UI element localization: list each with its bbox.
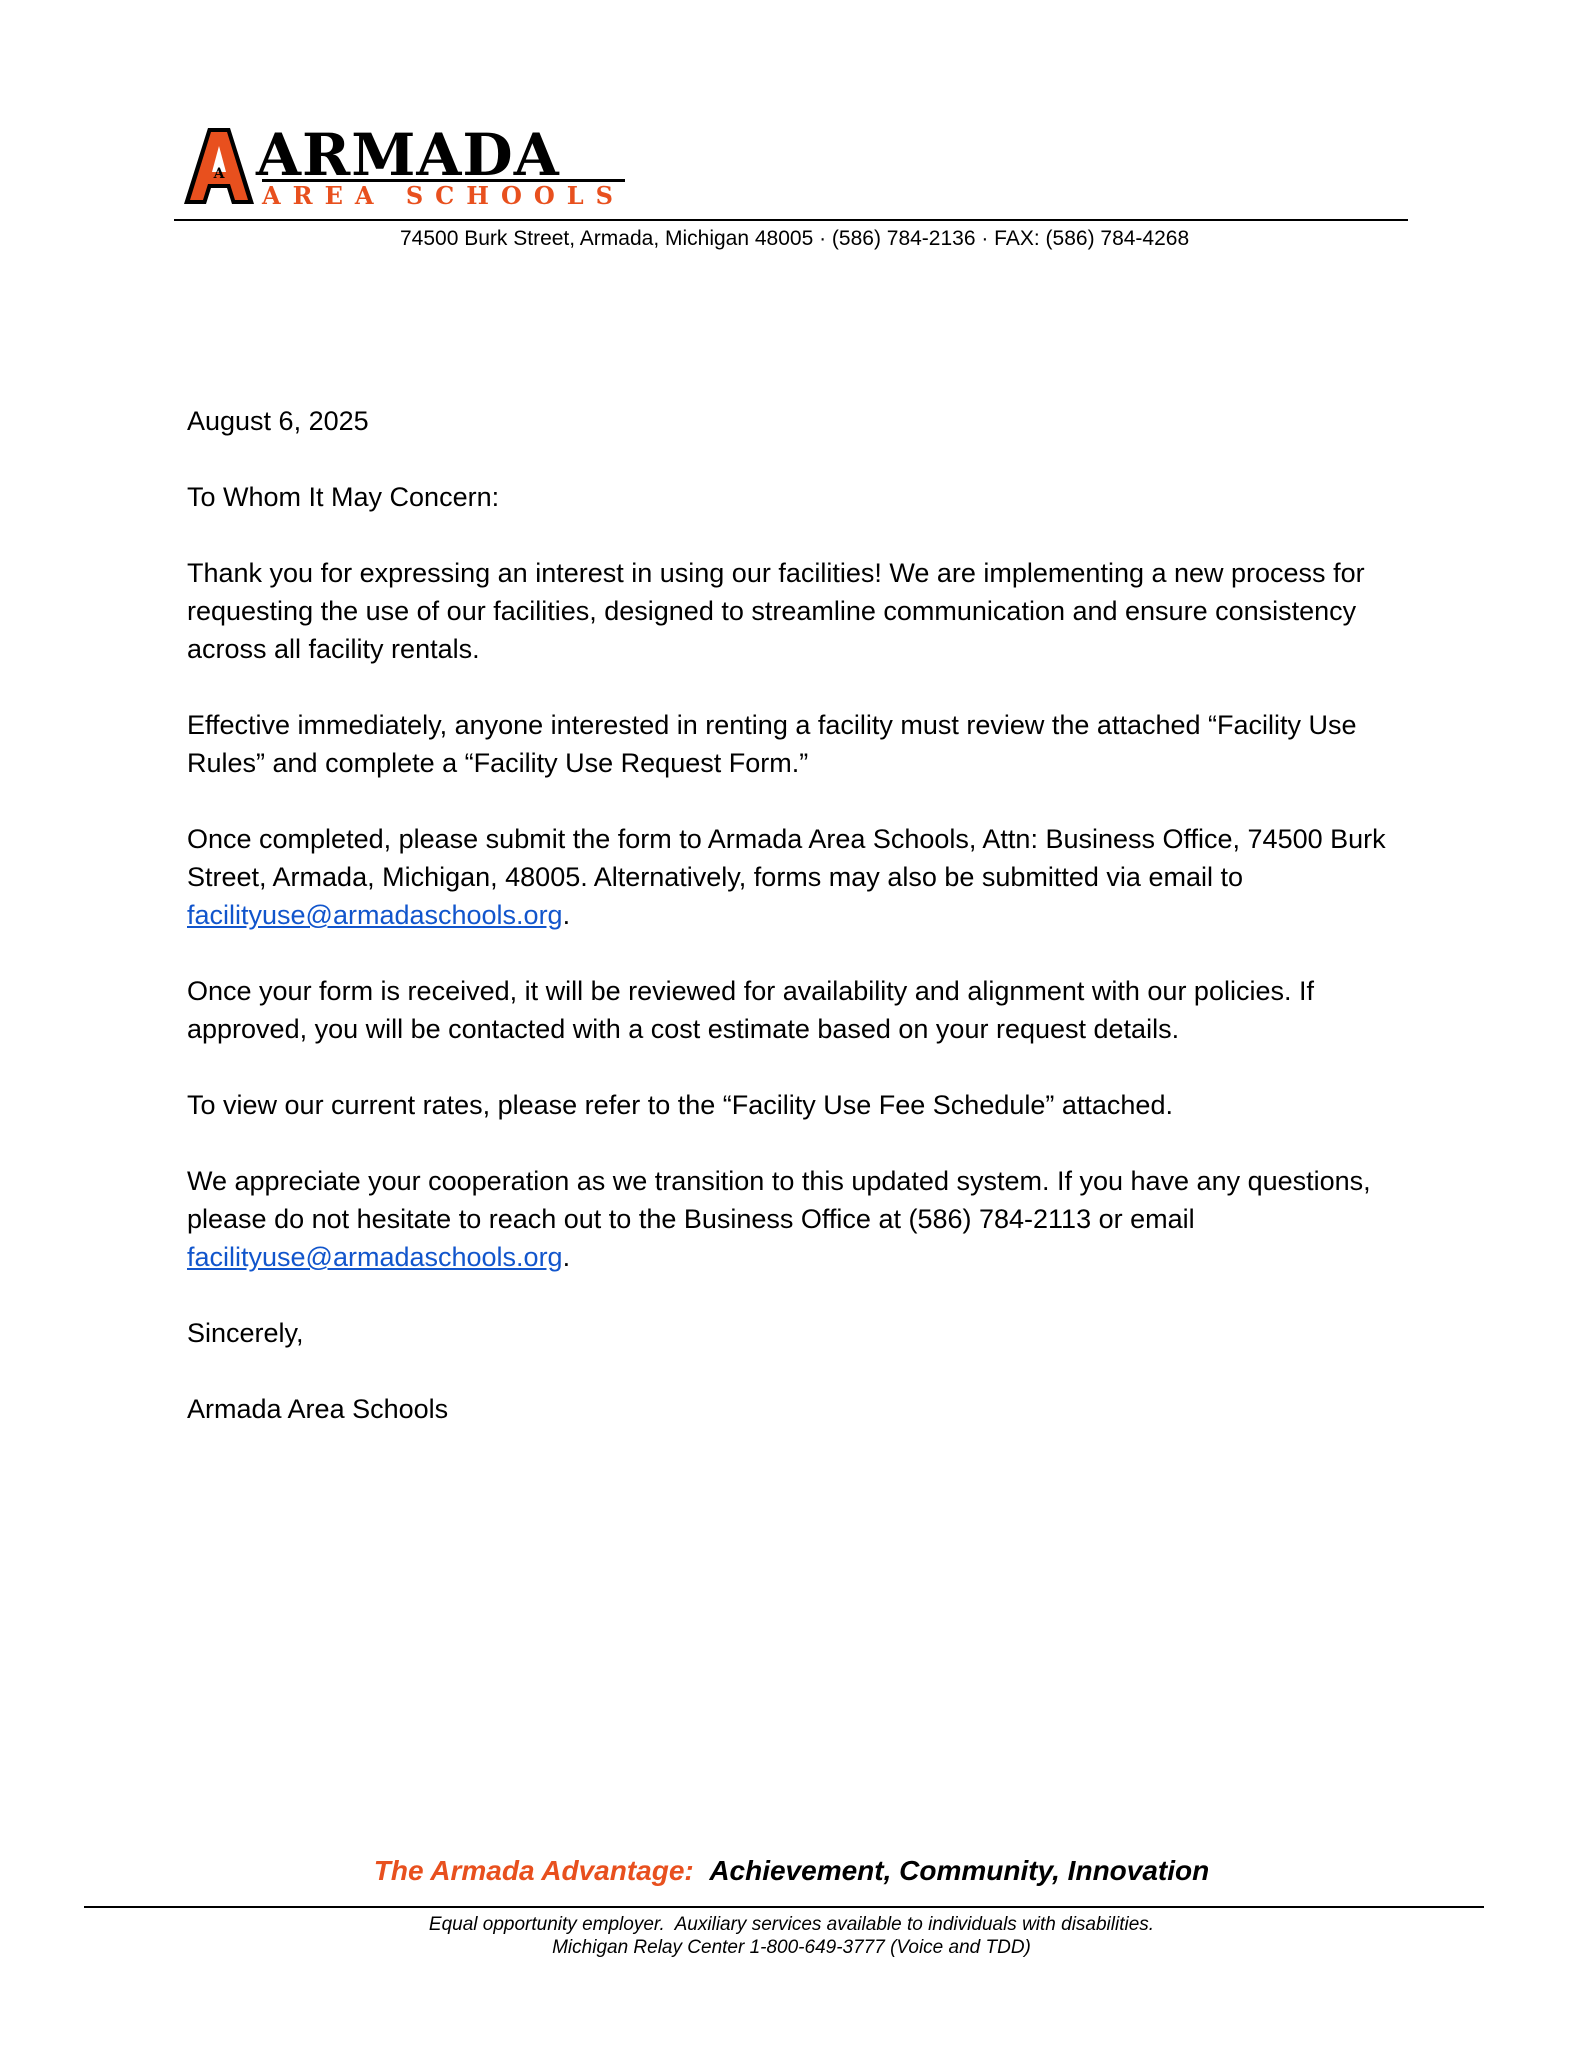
letter-paragraph-1: Thank you for expressing an interest in using our facilities! We are implementing a new process for requesting the use of our facilities, designed to streamline communication and ensure consistency across all facility rentals.	[187, 558, 1365, 664]
logo-a-letter: A	[213, 166, 225, 182]
footer-tagline	[0, 1854, 1583, 1888]
footer-line-2: Michigan Relay Center 1-800-649-3777 (Voice and TDD)	[552, 1937, 1031, 1958]
tagline-values: Achievement, Community, Innovation	[709, 1855, 1210, 1886]
logo-wordmark: ARMADA	[256, 121, 560, 189]
letter-paragraph-5: To view our current rates, please refer to the “Facility Use Fee Schedule” attached.	[187, 1090, 1173, 1120]
armada-logo	[180, 121, 625, 210]
facility-email-link-1[interactable]: facilityuse@armadaschools.org	[187, 900, 563, 930]
header-divider	[174, 219, 1408, 221]
paragraph-6-text: We appreciate your cooperation as we transition to this updated system. If you have any questions, please do not hesitate to reach out to the Business Office at (586) 784-2113 or email	[187, 1166, 1371, 1234]
letter-signature: Armada Area Schools	[187, 1394, 449, 1424]
letter-paragraph-4: Once your form is received, it will be reviewed for availability and alignment with our policies. If approved, you will be contacted with a cost estimate based on your request details.	[187, 976, 1314, 1044]
logo-subtitle: AREA SCHOOLS	[262, 181, 625, 210]
footer-divider	[84, 1906, 1484, 1908]
letter-date: August 6, 2025	[187, 406, 369, 436]
header-address: 74500 Burk Street, Armada, Michigan 48005 · (586) 784-2136 · FAX: (586) 784-4268	[400, 227, 1190, 250]
letter-paragraph-6: We appreciate your cooperation as we transition to this updated system. If you have any questions, please do not hesitate to reach out to the Business Office at (586) 784-2113 or email facilityuse@armadaschools.org.	[187, 1166, 1371, 1272]
letter-salutation: To Whom It May Concern:	[187, 482, 500, 512]
letter-paragraph-2: Effective immediately, anyone interested in renting a facility must review the attached “Facility Use Rules” and complete a “Facility Use Request Form.”	[187, 710, 1357, 778]
paragraph-3-text: Once completed, please submit the form to Armada Area Schools, Attn: Business Office, 74500 Burk Street, Armada, Michigan, 48005. Alternatively, forms may also be submitted via email to	[187, 824, 1386, 892]
letter-paragraph-3: Once completed, please submit the form to Armada Area Schools, Attn: Business Office, 74500 Burk Street, Armada, Michigan, 48005. Alternatively, forms may also be submitted via email to facilityuse@armadaschools.org.	[187, 824, 1386, 930]
footer-line-1: Equal opportunity employer. Auxiliary services available to individuals with disabilities.	[428, 1914, 1155, 1935]
armada-a-icon	[180, 126, 258, 206]
footer-notice	[0, 1913, 1583, 1959]
letter-closing: Sincerely,	[187, 1318, 304, 1348]
facility-email-link-2[interactable]: facilityuse@armadaschools.org	[187, 1242, 563, 1272]
tagline-brand: The Armada Advantage:	[373, 1855, 694, 1886]
letter-body	[187, 402, 1407, 1466]
